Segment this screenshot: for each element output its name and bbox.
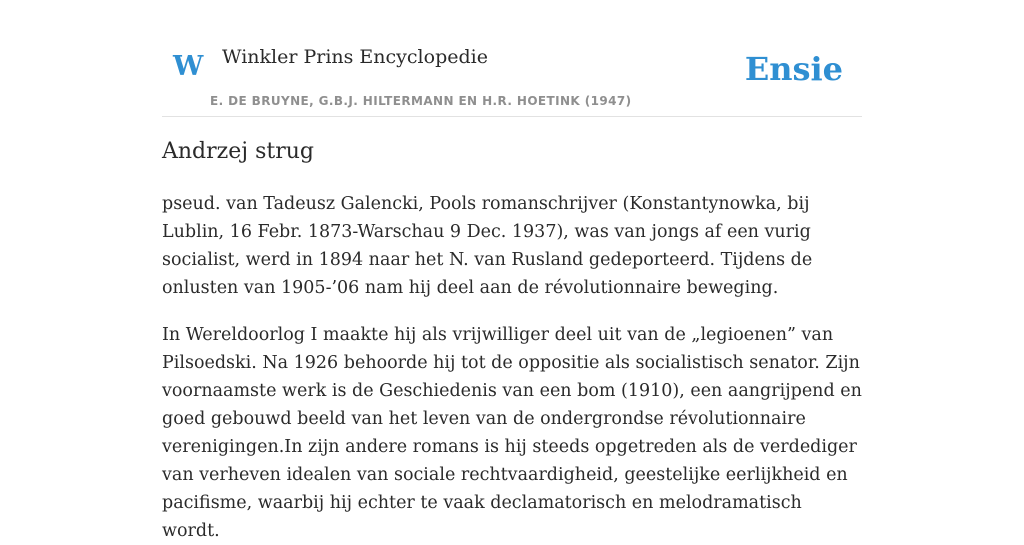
source-logo[interactable]: W xyxy=(173,51,204,82)
article-title: Andrzej strug xyxy=(162,139,314,164)
article-paragraph-2: In Wereldoorlog I maakte hij als vrijwilliger deel uit van de „legioenen” van Pilsoedski. Na 1926 behoorde hij tot de oppositie als socialistisch senator. Zijn voornaamste werk is de Geschiedenis van een bom (1910), een aangrijpend en goed gebouwd beeld van het leven van de ondergrondse révolutionnaire verenigingen.In zijn andere romans is hij steeds opgetreden als de verdediger van verheven idealen van sociale rechtvaardigheid, geestelijke eerlijkheid en pacifisme, waarbij hij echter te vaak declamatorisch en melodramatisch wordt. xyxy=(162,325,862,542)
site-header xyxy=(162,40,862,117)
article-paragraph-1: pseud. van Tadeusz Galencki, Pools romanschrijver (Konstantynowka, bij Lublin, 16 Febr. 1873-Warschau 9 Dec. 1937), was van jongs af een vurig socialist, werd in 1894 naar het N. van Rusland gedeporteerd. Tijdens de onlusten van 1905-’06 nam hij deel aan de révolutionnaire beweging. xyxy=(162,194,813,299)
ensie-logo-link[interactable]: Ensie xyxy=(744,50,843,88)
article xyxy=(162,134,862,545)
source-title-link[interactable]: Winkler Prins Encyclopedie xyxy=(222,46,488,68)
source-authors: E. DE BRUYNE, G.B.J. HILTERMANN EN H.R. HOETINK (1947) xyxy=(210,94,632,108)
